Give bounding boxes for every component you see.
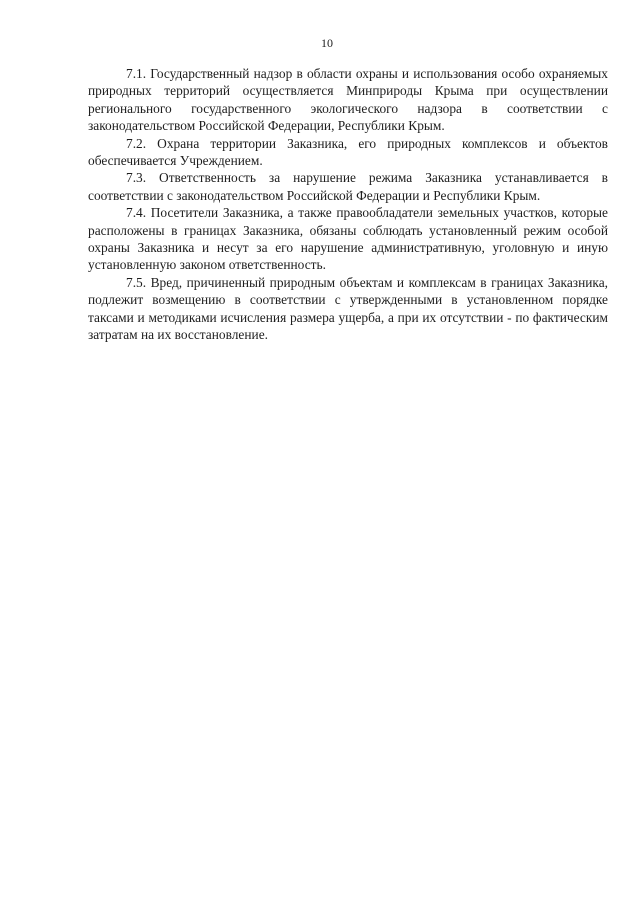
page-number: 10 [321,36,333,50]
paragraph-7-5: 7.5. Вред, причиненный природным объектам и комплексам в границах Заказника, подлежит возмещению в соответствии с утвержденными в установленном порядке таксами и методиками исчисления размера ущерба, а при их отсутствии - по фактическим затратам на их восстановление. [88,274,608,343]
paragraph-7-1: 7.1. Государственный надзор в области охраны и использования особо охраняемых природных территорий осуществляется Минприроды Крыма при осуществлении регионального государственного экологического надзора в соответствии с законодательством Российской Федерации, Республики Крым. [88,66,608,134]
paragraph-7-3: 7.3. Ответственность за нарушение режима Заказника устанавливается в соответствии с законодательством Российской Федерации и Республики Крым. [88,170,608,203]
document-body [88,65,608,344]
paragraph-7-4: 7.4. Посетители Заказника, а также правообладатели земельных участков, которые расположены в границах Заказника, обязаны соблюдать установленный режим особой охраны Заказника и несут за его нарушение административную, уголовную и иную установленную законом ответственность. [88,205,608,273]
paragraph-7-2: 7.2. Охрана территории Заказника, его природных комплексов и объектов обеспечивается Учреждением. [88,135,608,169]
